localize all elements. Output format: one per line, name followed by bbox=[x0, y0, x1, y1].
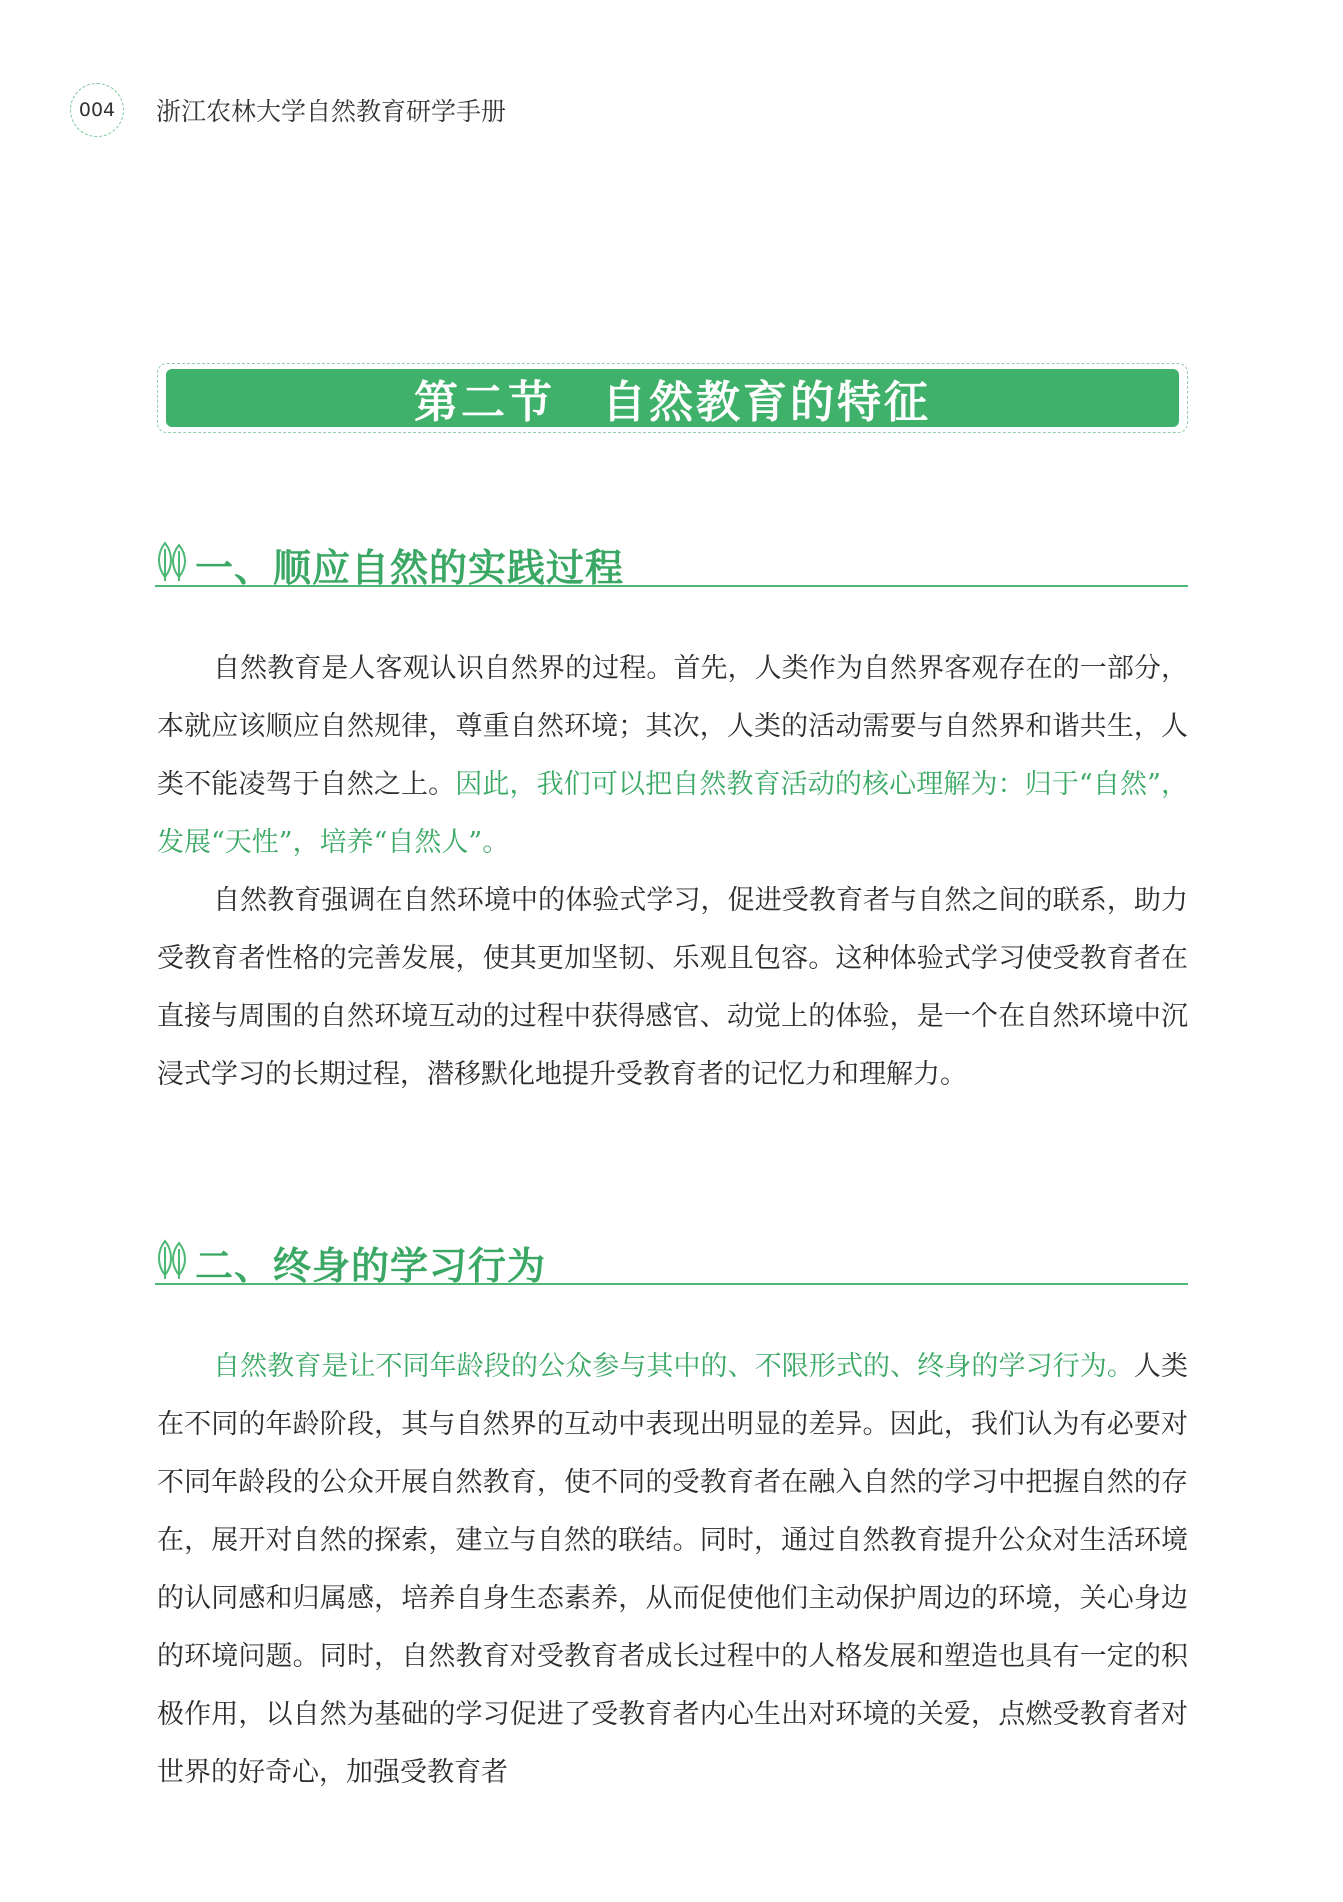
paragraph-text: 自然教育强调在自然环境中的体验式学习，促进受教育者与自然之间的联系，助力受教育者性格的完善发展，使其更加坚韧、乐观且包容。这种体验式学习使受教育者在直接与周围的自然环境互动的过程中获得感官、动觉上的体验，是一个在自然环境中沉浸式学习的长期过程，潜移默化地提升受教育者的记忆力和理解力。 bbox=[157, 885, 1188, 1090]
page-number: 004 bbox=[78, 99, 116, 121]
chapter-banner bbox=[157, 363, 1188, 433]
section-heading-2 bbox=[155, 1235, 1188, 1288]
section-title: 二、终身的学习行为 bbox=[195, 1243, 547, 1288]
page-number-badge bbox=[70, 83, 124, 137]
chapter-banner-fill bbox=[166, 369, 1179, 427]
tree-leaf-icon bbox=[155, 537, 191, 583]
highlighted-text: 自然教育是让不同年龄段的公众参与其中的、不限形式的、终身的学习行为。 bbox=[213, 1351, 1134, 1382]
paragraph-text: 自然教育是人客观认识自然界的过程。首先，人类作为自然界客观存在的一部分，本就应该顺应自然规律，尊重自然环境；其次，人类的活动需要与自然界和谐共生，人类不能凌驾于自然之上。 bbox=[157, 653, 1188, 800]
highlighted-text: 因此，我们可以把自然教育活动的核心理解为：归于“自然”，发展“天性”，培养“自然人”。 bbox=[157, 769, 1189, 858]
section-heading-1 bbox=[155, 537, 1188, 590]
tree-leaf-icon bbox=[155, 1235, 191, 1281]
paragraph bbox=[157, 1338, 1188, 1802]
book-title: 浙江农林大学自然教育研学手册 bbox=[156, 97, 507, 126]
paragraph bbox=[157, 640, 1188, 872]
paragraph bbox=[157, 872, 1188, 1104]
section-title: 一、顺应自然的实践过程 bbox=[195, 545, 625, 590]
paragraph-text: 人类在不同的年龄阶段，其与自然界的互动中表现出明显的差异。因此，我们认为有必要对不同年龄段的公众开展自然教育，使不同的受教育者在融入自然的学习中把握自然的存在，展开对自然的探索，建立与自然的联结。同时，通过自然教育提升公众对生活环境的认同感和归属感，培养自身生态素养，从而促使他们主动保护周边的环境，关心身边的环境问题。同时，自然教育对受教育者成长过程中的人格发展和塑造也具有一定的积极作用，以自然为基础的学习促进了受教育者内心生出对环境的关爱，点燃受教育者对世界的好奇心，加强受教育者 bbox=[157, 1351, 1189, 1788]
chapter-title: 第二节 自然教育的特征 bbox=[414, 377, 931, 428]
